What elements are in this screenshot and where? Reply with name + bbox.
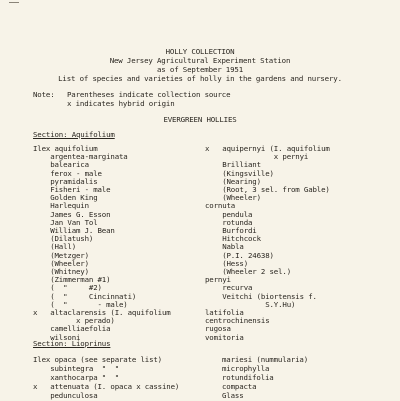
doc-description: List of species and varieties of holly in the gardens and nursery. [58, 74, 342, 83]
note-line-1: Parentheses indicate collection source [67, 90, 231, 99]
list-item: (Nearing) [205, 176, 261, 186]
list-item: (Kingsville) [205, 168, 274, 178]
list-item: (Metzger) [33, 250, 89, 260]
list-item: centrochinensis [205, 316, 270, 326]
list-item: mariesi (nummularia) [222, 355, 308, 364]
list-item: compacta [222, 382, 257, 391]
list-item: pernyi [205, 275, 231, 285]
list-item: Glass [222, 391, 244, 400]
section-heading: EVERGREEN HOLLIES [163, 115, 237, 124]
list-item: Burfordi [205, 226, 257, 235]
list-item: ( " - male) [33, 299, 128, 309]
list-item: James G. Esson [33, 209, 111, 219]
list-item: (Wheeler) [33, 258, 89, 268]
doc-title: HOLLY COLLECTION [165, 47, 235, 56]
list-item: (P.I. 24638) [205, 250, 274, 260]
list-item: Hitchcock [205, 234, 261, 244]
list-item: Ilex aquifolium [33, 144, 98, 153]
list-item: microphylla [222, 364, 270, 373]
list-item: rotundifolia [222, 373, 274, 382]
list-item: (Whitney) [33, 267, 89, 276]
list-item: Golden King [33, 193, 98, 203]
list-item: (Root, 3 sel. from Gable) [205, 185, 330, 194]
list-item: wilsoni [33, 332, 81, 342]
list-item: latifolia [205, 308, 244, 317]
note-label: Note: [33, 90, 55, 99]
aquifolium-title: Section: Aquifolium [33, 130, 115, 139]
list-item: argentea-marginata [33, 152, 128, 162]
list-item: x altaclarensis (I. aquifolium [33, 308, 171, 317]
list-item: Brilliant [205, 160, 261, 170]
doc-station: New Jersey Agricultural Experiment Station [109, 56, 291, 65]
list-item: camelliaefolia [33, 324, 111, 334]
corner-mark [9, 2, 19, 3]
list-item: Nabla [205, 242, 244, 252]
list-item: pedunculosa [33, 391, 98, 400]
list-item: (Hess) [205, 258, 248, 268]
list-item: rugosa [205, 324, 231, 334]
list-item: x perado) [33, 316, 115, 326]
list-item: (Dilatush) [33, 234, 94, 244]
list-item: ferox - male [33, 168, 102, 178]
list-item: S.Y.Hu) [205, 299, 296, 309]
list-item: pendula [205, 209, 253, 219]
list-item: Veitchi (biortensis f. [205, 291, 317, 301]
list-item: vomitoria [205, 332, 244, 342]
list-item: recurva [205, 283, 253, 293]
list-item: xanthocarpa " " [33, 373, 119, 382]
list-item: (Hall) [33, 242, 76, 252]
lioprinus-title: Section: Lioprinus [33, 339, 111, 348]
list-item: pyramidalis [33, 176, 98, 186]
list-item: (Wheeler 2 sel.) [205, 267, 291, 276]
list-item: ( " Cincinnati) [33, 291, 137, 301]
list-item: (Zimmerman #1) [33, 275, 111, 285]
list-item: ( " #2) [33, 283, 102, 293]
list-item: rotunda [205, 217, 253, 227]
list-item: x aquipernyi (I. aquifolium [205, 144, 330, 153]
note-line-2: x indicates hybrid origin [67, 99, 175, 108]
list-item: William J. Bean [33, 226, 115, 235]
list-item: Harlequin [33, 201, 89, 211]
list-item: cornuta [205, 201, 236, 211]
list-item: (Wheeler) [205, 193, 261, 203]
list-item: x attenuata (I. opaca x cassine) [33, 382, 180, 391]
list-item: Jan Van Tol [33, 217, 98, 227]
list-item: Fisheri - male [33, 185, 111, 194]
list-item: x pernyi [205, 152, 309, 162]
list-item: Ilex opaca (see separate list) [33, 355, 162, 364]
list-item: balearica [33, 160, 89, 170]
list-item: subintegra " " [33, 364, 119, 373]
doc-date: as of September 1951 [157, 65, 243, 74]
